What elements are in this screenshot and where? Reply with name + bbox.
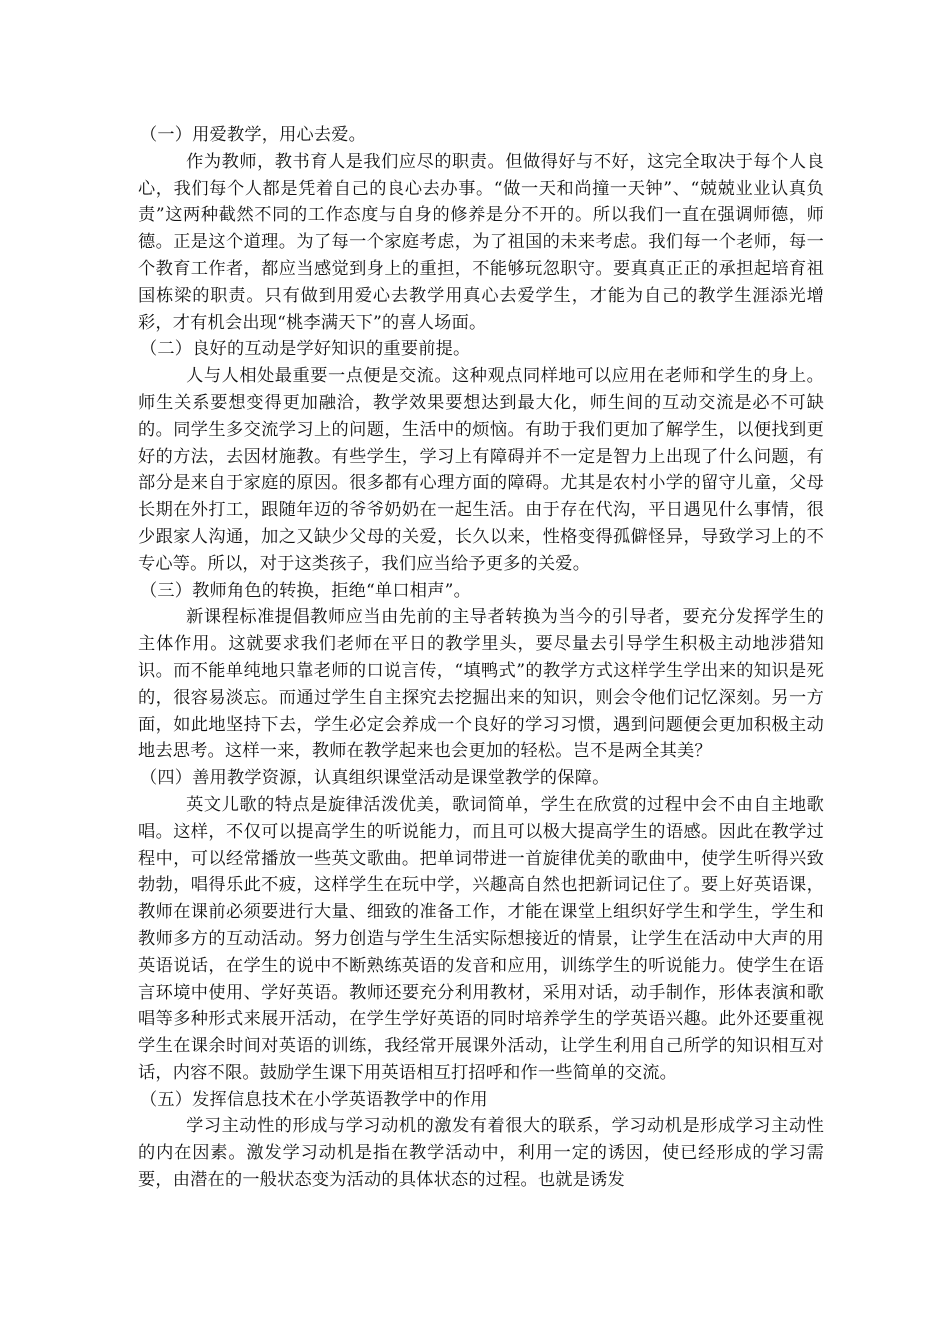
section-heading: （四）善用教学资源，认真组织课堂活动是课堂教学的保障。 — [140, 768, 610, 789]
section-paragraph: 人与人相处最重要一点便是交流。这种观点同样地可以应用在老师和学生的身上。师生关系要想变得更加融洽，教学效果要想达到最大化，师生间的互动交流是必不可缺的。同学生多交流学习上的问题，生活中的烦恼。有助于我们更加了解学生，以便找到更好的方法，去因材施教。有些学生，学习上有障碍并不一定是智力上出现了什么问题，有部分是来自于家庭的原因。很多都有心理方面的障碍。尤其是农村小学的留守儿童，父母长期在外打工，跟随年迈的爷爷奶奶在一起生活。由于存在代沟，平日遇见什么事情，很少跟家人沟通，加之又缺少父母的关爱，长久以来，性格变得孤僻怪异，导致学习上的不专心等。所以，对于这类孩子，我们应当给予更多的关爱。 — [138, 366, 824, 574]
section-heading: （一）用爱教学，用心去爱。 — [140, 125, 367, 145]
section-heading: （二）良好的互动是学好知识的重要前提。 — [140, 339, 471, 360]
document-body — [138, 122, 824, 1194]
section-3 — [138, 578, 824, 766]
section-4 — [138, 765, 824, 1087]
section-1 — [138, 122, 824, 336]
section-paragraph: 作为教师，教书育人是我们应尽的职责。但做得好与不好，这完全取决于每个人良心，我们每个人都是凭着自己的良心去办事。“做一天和尚撞一天钟”、“兢兢业业认真负责”这两种截然不同的工作态度与自身的修养是分不开的。所以我们一直在强调师德，师德。正是这个道理。为了每一个家庭考虑，为了祖国的未来考虑。我们每一个老师，每一个教育工作者，都应当感觉到身上的重担，不能够玩忽职守。要真真正正的承担起培育祖国栋梁的职责。只有做到用爱心去教学用真心去爱学生，才能为自己的教学生涯添光增彩，才有机会出现“桃李满天下”的喜人场面。 — [138, 151, 824, 333]
section-paragraph: 新课程标准提倡教师应当由先前的主导者转换为当今的引导者，要充分发挥学生的主体作用。这就要求我们老师在平日的教学里头，要尽量去引导学生积极主动地涉猎知识。而不能单纯地只靠老师的口说言传，“填鸭式”的教学方式这样学生学出来的知识是死的，很容易淡忘。而通过学生自主探究去挖掘出来的知识，则会令他们记忆深刻。另一方面，如此地坚持下去，学生必定会养成一个良好的学习习惯，遇到问题便会更加积极主动地去思考。这样一来，教师在教学起来也会更加的轻松。岂不是两全其美？ — [138, 607, 824, 762]
section-2 — [138, 336, 824, 577]
section-heading: （三）教师角色的转换，拒绝“单口相声”。 — [140, 580, 471, 601]
section-paragraph: 学习主动性的形成与学习动机的激发有着很大的联系，学习动机是形成学习主动性的内在因素。激发学习动机是指在教学活动中，利用一定的诱因，使已经形成的学习需要，由潜在的一般状态变为活动的具体状态的过程。也就是诱发 — [138, 1116, 824, 1191]
section-heading: （五）发挥信息技术在小学英语教学中的作用 — [140, 1089, 488, 1110]
section-5 — [138, 1087, 824, 1194]
section-paragraph: 英文儿歌的特点是旋律活泼优美，歌词简单，学生在欣赏的过程中会不由自主地歌唱。这样，不仅可以提高学生的听说能力，而且可以极大提高学生的语感。因此在教学过程中，可以经常播放一些英文歌曲。把单词带进一首旋律优美的歌曲中，使学生听得兴致勃勃，唱得乐此不疲，这样学生在玩中学，兴趣高自然也把新词记住了。要上好英语课，教师在课前必须要进行大量、细致的准备工作，才能在课堂上组织好学生和学生，学生和教师多方的互动活动。努力创造与学生生活实际想接近的情景，让学生在活动中大声的用英语说话，在学生的说中不断熟练英语的发音和应用，训练学生的听说能力。使学生在语言环境中使用、学好英语。教师还要充分利用教材，采用对话，动手制作，形体表演和歌唱等多种形式来展开活动，在学生学好英语的同时培养学生的学英语兴趣。此外还要重视学生在课余时间对英语的训练，我经常开展课外活动，让学生利用自己所学的知识相互对话，内容不限。鼓励学生课下用英语相互打招呼和作一些简单的交流。 — [138, 794, 824, 1083]
